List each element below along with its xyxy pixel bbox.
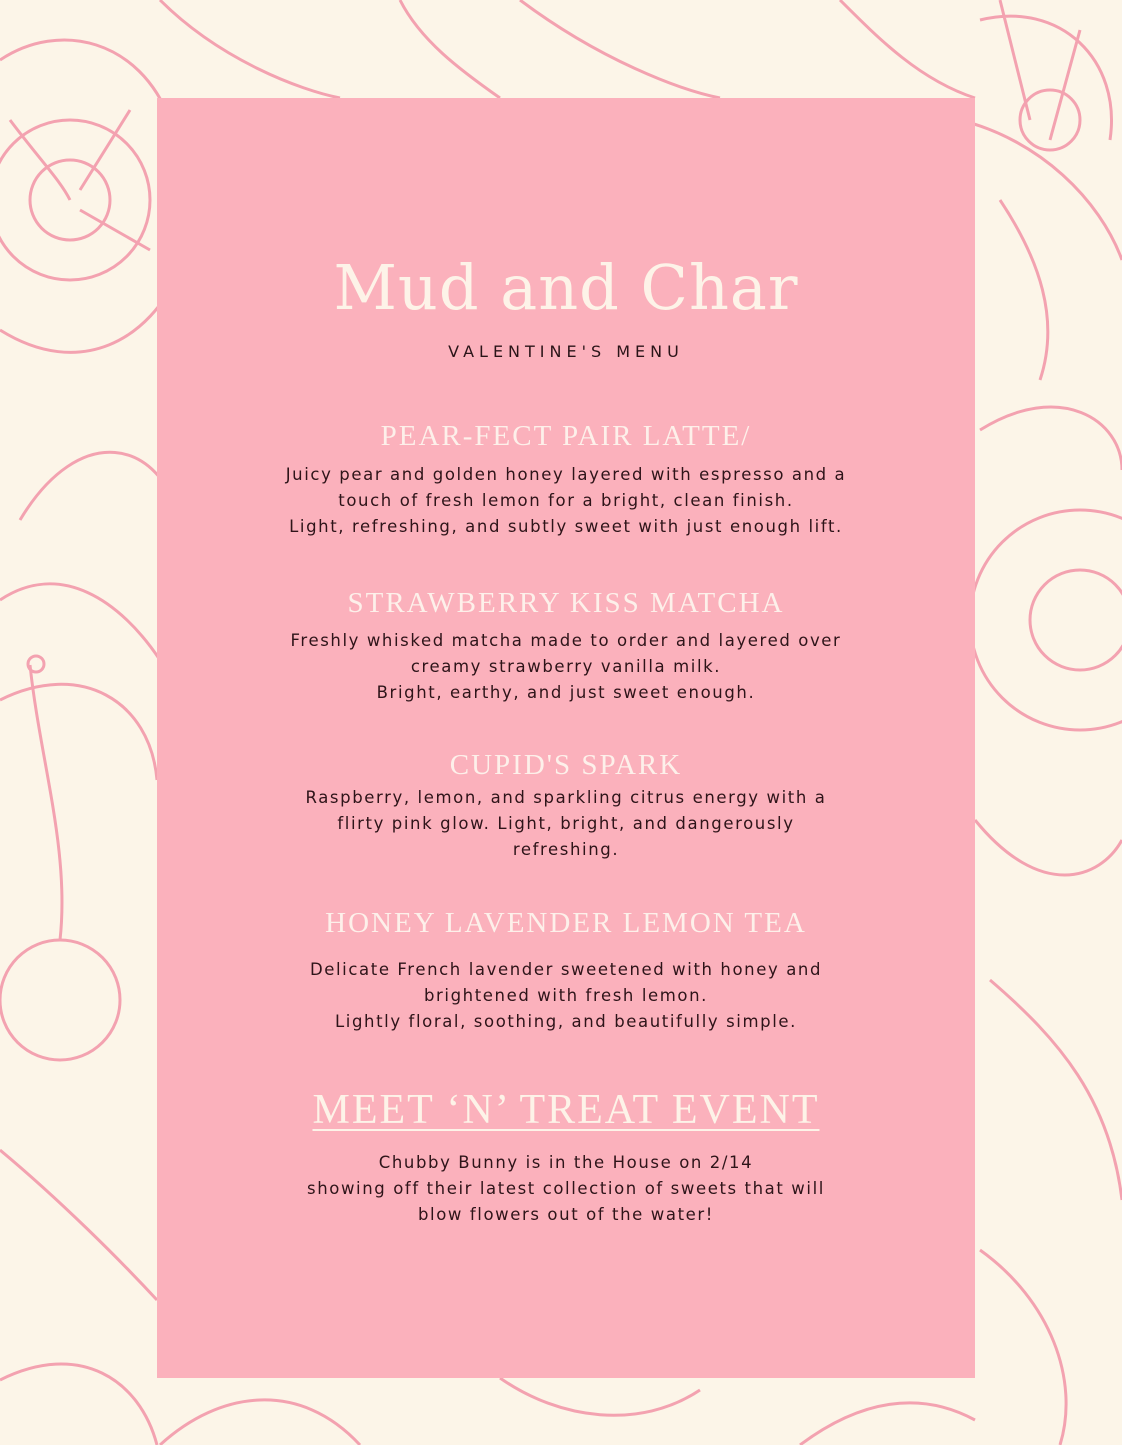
item-name: CUPID'S SPARK — [449, 749, 683, 781]
description-line: refreshing. — [512, 840, 620, 859]
description-line: Freshly whisked matcha made to order and layered over — [290, 631, 842, 650]
description-line: Bright, earthy, and just sweet enough. — [376, 683, 756, 702]
event-title: MEET ‘N’ TREAT EVENT — [312, 1087, 820, 1133]
description-line: Delicate French lavender sweetened with honey and — [309, 960, 823, 979]
description-line: Juicy pear and golden honey layered with espresso and a — [285, 465, 847, 484]
description-line: flirty pink glow. Light, bright, and dangerously — [337, 814, 795, 833]
item-description — [157, 785, 975, 863]
menu-panel — [157, 98, 975, 1378]
description-line: Lightly floral, soothing, and beautifully simple. — [334, 1012, 798, 1031]
item-name: PEAR-FECT PAIR LATTE/ — [380, 420, 752, 452]
description-line: brightened with fresh lemon. — [423, 986, 709, 1005]
item-name: HONEY LAVENDER LEMON TEA — [325, 907, 807, 939]
menu-title: Mud and Char — [333, 251, 799, 324]
description-line: blow flowers out of the water! — [417, 1205, 714, 1224]
event-description — [157, 1150, 975, 1228]
description-line: Raspberry, lemon, and sparkling citrus energy with a — [305, 788, 827, 807]
menu-subtitle: VALENTINE'S MENU — [448, 342, 684, 361]
flower-top — [160, 0, 975, 98]
description-line: touch of fresh lemon for a bright, clean finish. — [338, 491, 794, 510]
description-line: creamy strawberry vanilla milk. — [410, 657, 722, 676]
item-description — [157, 462, 975, 540]
item-name: STRAWBERRY KISS MATCHA — [347, 587, 785, 619]
flower-top-left — [0, 40, 180, 660]
item-description — [157, 957, 975, 1035]
description-line: Light, refreshing, and subtly sweet with just enough lift. — [289, 517, 843, 536]
flower-bottom — [160, 1378, 975, 1445]
description-line: showing off their latest collection of sweets that will — [307, 1179, 825, 1198]
description-line: Chubby Bunny is in the House on 2/14 — [378, 1153, 754, 1172]
flower-top-right — [960, 0, 1122, 380]
item-description — [157, 628, 975, 706]
flower-right — [970, 407, 1122, 1445]
flower-left — [0, 656, 157, 1445]
